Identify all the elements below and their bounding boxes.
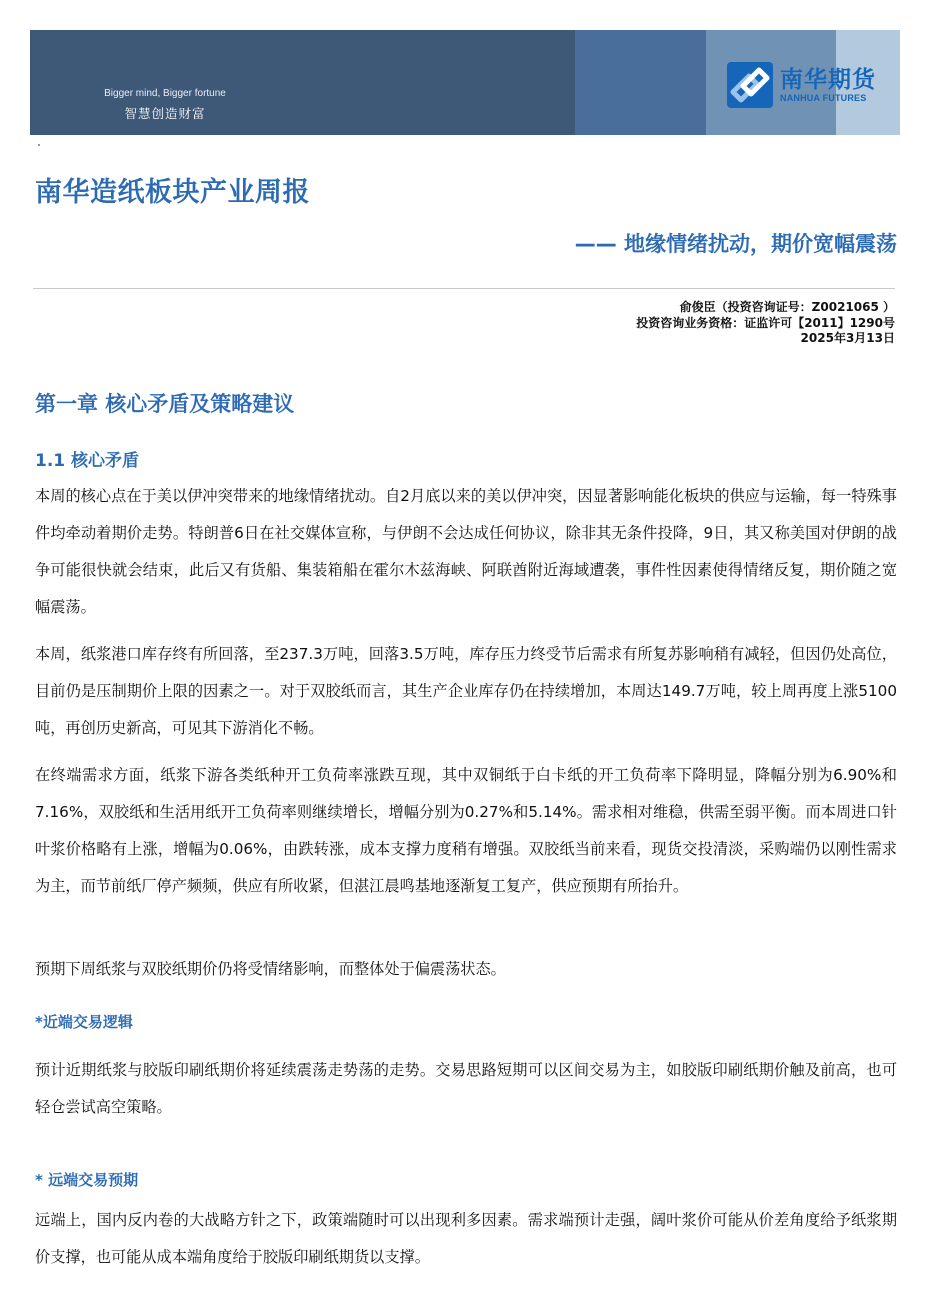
logo-chinese-name: 南华期货 bbox=[780, 67, 876, 93]
chapter-heading: 第一章 核心矛盾及策略建议 bbox=[35, 392, 295, 416]
paragraph-demand: 在终端需求方面，纸浆下游各类纸种开工负荷率涨跌互现，其中双铜纸于白卡纸的开工负荷率下降明显，降幅分别为6.90%和7.16%，双胶纸和生活用纸开工负荷率则继续增长，增幅分别为0.27%和5.14%。需求相对维稳，供需至弱平衡。而本周进口针叶浆价格略有上涨，增幅为0.06%，由跌转涨，成本支撑力度稍有增强。双胶纸当前来看，现货交投清淡，采购端仍以刚性需求为主，而节前纸厂停产频频，供应有所收紧，但湛江晨鸣基地逐渐复工复产，供应预期有所抬升。 bbox=[35, 766, 897, 895]
logo-english-name: NANHUA FUTURES bbox=[780, 93, 867, 103]
section-heading: 1.1 核心矛盾 bbox=[35, 451, 140, 471]
divider bbox=[33, 288, 895, 289]
paragraph-geopolitics: 本周的核心点在于美以伊冲突带来的地缘情绪扰动。自2月底以来的美以伊冲突，因显著影响能化板块的供应与运输，每一特殊事件均牵动着期价走势。特朗普6日在社交媒体宣称，与伊朗不会达成任何协议，除非其无条件投降，9日，其又称美国对伊朗的战争可能很快就会结束，此后又有货船、集装箱船在霍尔木兹海峡、阿联酋附近海域遭袭，事件性因素使得情绪反复，期价随之宽幅震荡。 bbox=[35, 487, 897, 616]
paragraph-inventory: 本周，纸浆港口库存终有所回落，至237.3万吨，回落3.5万吨，库存压力终受节后需求有所复苏影响稍有减轻，但因仍处高位，目前仍是压制期价上限的因素之一。对于双胶纸而言，其生产企业库存仍在持续增加，本周达149.7万吨，较上周再度上涨5100吨，再创历史新高，可见其下游消化不畅。 bbox=[35, 645, 897, 737]
long-term-paragraph: 远端上，国内反内卷的大战略方针之下，政策端随时可以出现利多因素。需求端预计走强，阔叶浆价可能从价差角度给予纸浆期价支撑，也可能从成本端角度给于胶版印刷纸期货以支撑。 bbox=[35, 1211, 897, 1266]
near-term-heading: *近端交易逻辑 bbox=[35, 1013, 133, 1031]
banner-band-mid bbox=[575, 30, 706, 135]
nanhua-logo-icon bbox=[727, 62, 773, 108]
report-date: 2025年3月13日 bbox=[800, 331, 895, 345]
author-block bbox=[636, 300, 895, 347]
near-term-paragraph: 预计近期纸浆与胶版印刷纸期价将延续震荡走势荡的走势。交易思路短期可以区间交易为主，如胶版印刷纸期价触及前高，也可轻仓尝试高空策略。 bbox=[35, 1061, 897, 1116]
author-name-license: 俞俊臣（投资咨询证号：Z0021065 ） bbox=[679, 300, 895, 314]
slogan-english: Bigger mind, Bigger fortune bbox=[104, 88, 226, 99]
slogan-chinese: 智慧创造财富 bbox=[124, 106, 206, 121]
long-term-heading: * 远端交易预期 bbox=[35, 1171, 139, 1189]
page-marker-dot bbox=[38, 144, 40, 146]
report-subtitle: —— 地缘情绪扰动，期价宽幅震荡 bbox=[574, 232, 897, 256]
author-qualification: 投资咨询业务资格：证监许可【2011】1290号 bbox=[636, 315, 895, 330]
report-title: 南华造纸板块产业周报 bbox=[35, 177, 310, 208]
nanhua-logo bbox=[727, 62, 876, 108]
paragraph-outlook: 预期下周纸浆与双胶纸期价仍将受情绪影响，而整体处于偏震荡状态。 bbox=[35, 960, 506, 978]
banner-band-dark bbox=[30, 30, 575, 135]
